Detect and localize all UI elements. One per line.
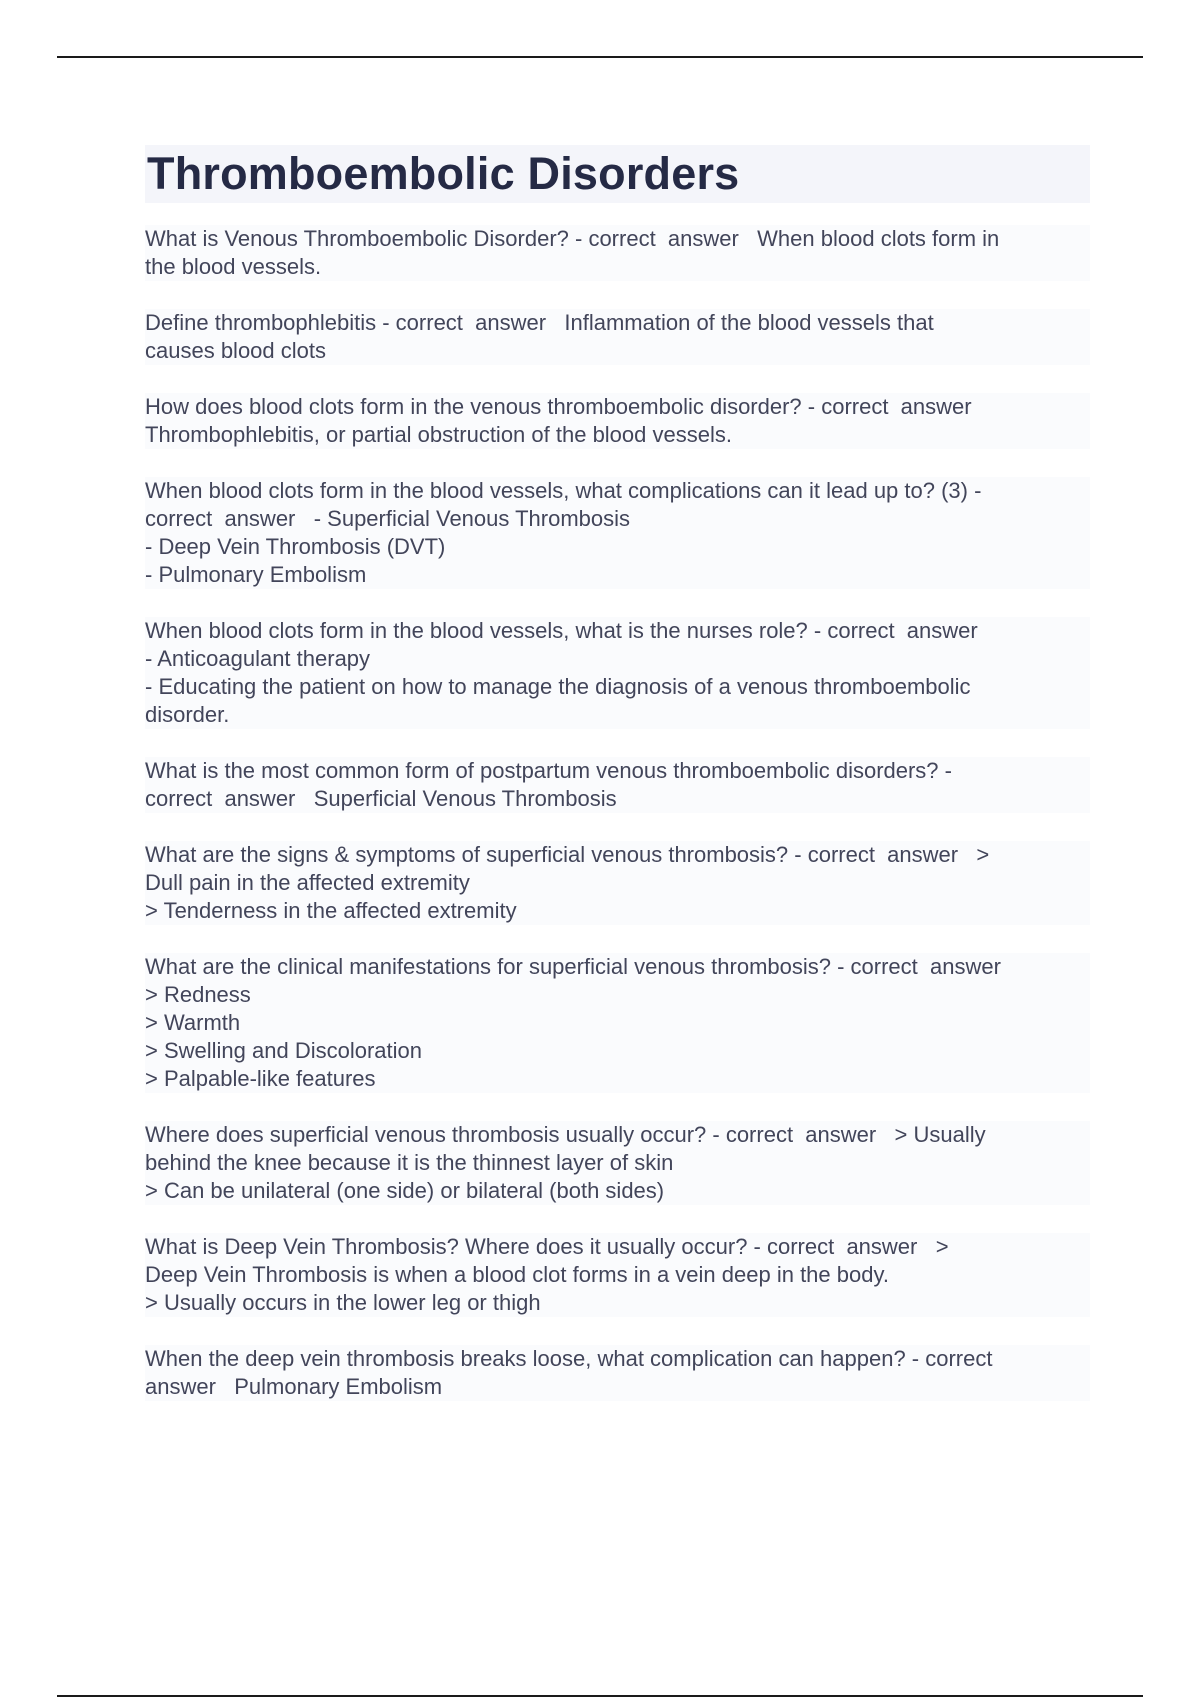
qa-item — [145, 617, 1090, 729]
qa-line: behind the knee because it is the thinnest layer of skin — [145, 1150, 674, 1175]
qa-line: causes blood clots — [145, 338, 326, 363]
page-title: Thromboembolic Disorders — [147, 148, 740, 199]
qa-item — [145, 841, 1090, 925]
qa-line: > Warmth — [145, 1010, 241, 1035]
qa-line: What are the signs & symptoms of superficial venous thrombosis? - correct answer > — [145, 842, 990, 867]
qa-line: When blood clots form in the blood vessels, what is the nurses role? - correct answer — [145, 618, 978, 643]
qa-item — [145, 309, 1090, 365]
qa-line: Define thrombophlebitis - correct answer Inflammation of the blood vessels that — [145, 310, 934, 335]
qa-line: - Anticoagulant therapy — [145, 646, 371, 671]
qa-line: answer Pulmonary Embolism — [145, 1374, 443, 1399]
qa-item — [145, 953, 1090, 1093]
qa-item — [145, 1121, 1090, 1205]
qa-line: > Swelling and Discoloration — [145, 1038, 422, 1063]
qa-line: - Educating the patient on how to manage the diagnosis of a venous thromboembolic — [145, 674, 971, 699]
page-content — [145, 145, 1090, 1429]
qa-line: What is Deep Vein Thrombosis? Where does it usually occur? - correct answer > — [145, 1234, 949, 1259]
qa-line: Deep Vein Thrombosis is when a blood clot forms in a vein deep in the body. — [145, 1262, 889, 1287]
qa-line: > Redness — [145, 982, 251, 1007]
qa-item — [145, 477, 1090, 589]
title-band — [145, 145, 1090, 203]
qa-line: Dull pain in the affected extremity — [145, 870, 470, 895]
qa-list — [145, 225, 1090, 1401]
qa-item — [145, 225, 1090, 281]
qa-line: > Can be unilateral (one side) or bilateral (both sides) — [145, 1178, 665, 1203]
qa-line: Where does superficial venous thrombosis usually occur? - correct answer > Usually — [145, 1122, 986, 1147]
qa-line: correct answer Superficial Venous Thrombosis — [145, 786, 617, 811]
qa-item — [145, 1233, 1090, 1317]
qa-line: > Usually occurs in the lower leg or thigh — [145, 1290, 541, 1315]
qa-line: How does blood clots form in the venous thromboembolic disorder? - correct answer — [145, 394, 972, 419]
qa-line: > Palpable-like features — [145, 1066, 376, 1091]
qa-line: the blood vessels. — [145, 254, 322, 279]
bottom-rule — [57, 1695, 1143, 1697]
qa-line: - Pulmonary Embolism — [145, 562, 367, 587]
qa-line: When blood clots form in the blood vessels, what complications can it lead up to? (3) - — [145, 478, 982, 503]
top-rule — [57, 56, 1143, 58]
qa-item — [145, 393, 1090, 449]
qa-line: What are the clinical manifestations for superficial venous thrombosis? - correct answer — [145, 954, 1001, 979]
qa-line: What is the most common form of postpartum venous thromboembolic disorders? - — [145, 758, 952, 783]
qa-line: correct answer - Superficial Venous Thrombosis — [145, 506, 631, 531]
qa-line: - Deep Vein Thrombosis (DVT) — [145, 534, 446, 559]
qa-item — [145, 1345, 1090, 1401]
qa-line: What is Venous Thromboembolic Disorder? - correct answer When blood clots form in — [145, 226, 1000, 251]
qa-line: > Tenderness in the affected extremity — [145, 898, 517, 923]
qa-line: disorder. — [145, 702, 230, 727]
qa-line: When the deep vein thrombosis breaks loose, what complication can happen? - correct — [145, 1346, 993, 1371]
qa-item — [145, 757, 1090, 813]
qa-line: Thrombophlebitis, or partial obstruction of the blood vessels. — [145, 422, 732, 447]
